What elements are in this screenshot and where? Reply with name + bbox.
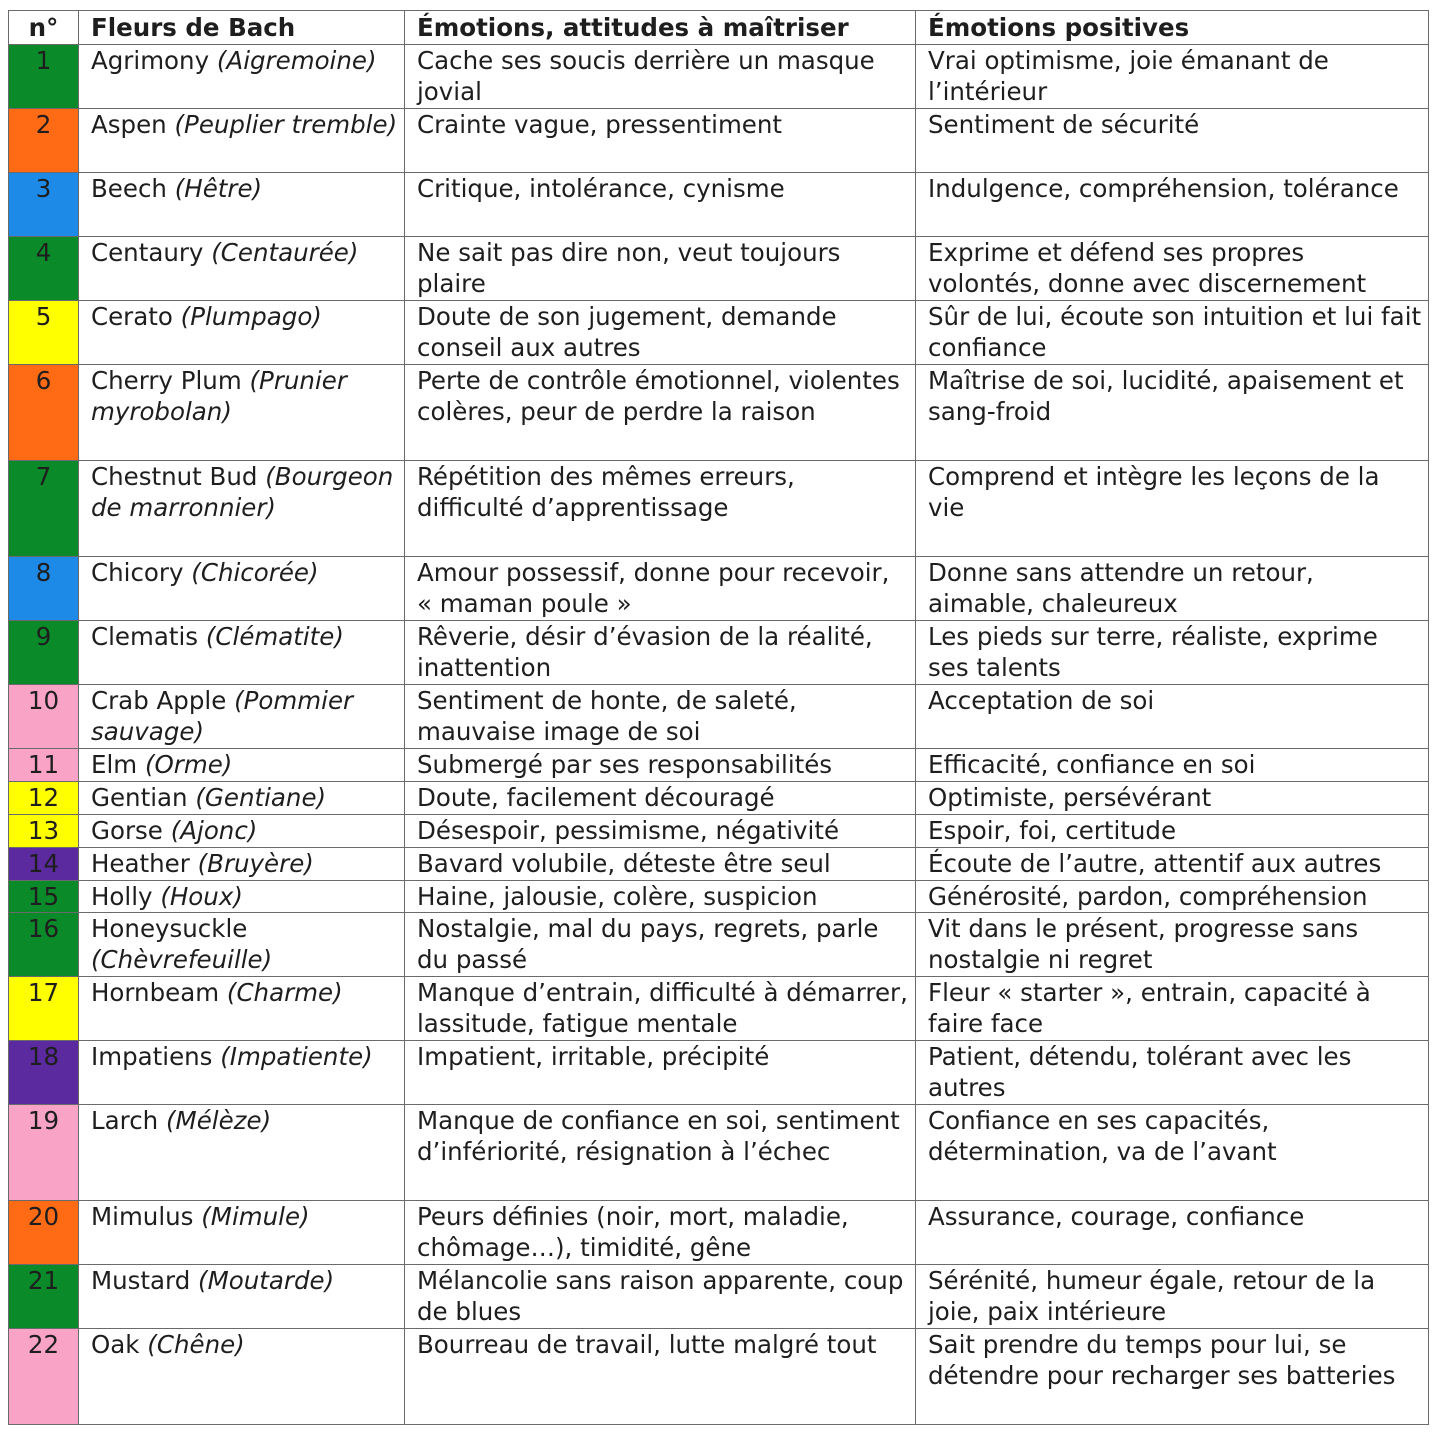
flower-name: Honeysuckle: [91, 914, 248, 943]
flower-name: Agrimony: [91, 46, 210, 75]
table-row: [9, 848, 1429, 881]
negative-emotions-cell: Ne sait pas dire non, veut toujours plaire: [405, 237, 916, 301]
negative-emotions-cell: Critique, intolérance, cynisme: [405, 173, 916, 237]
flower-name-cell: [79, 848, 405, 881]
positive-emotions-cell: Vit dans le présent, progresse sans nostalgie ni regret: [916, 913, 1429, 977]
positive-emotions-cell: Sait prendre du temps pour lui, se détendre pour recharger ses batteries: [916, 1329, 1429, 1425]
positive-emotions-cell: Acceptation de soi: [916, 685, 1429, 749]
flower-name-cell: [79, 1329, 405, 1425]
flower-name-cell: [79, 173, 405, 237]
flower-french-name: (Charme): [226, 978, 343, 1007]
flower-name-cell: [79, 301, 405, 365]
flower-name-cell: [79, 461, 405, 557]
row-number: 20: [9, 1201, 79, 1265]
flower-name: Larch: [91, 1106, 159, 1135]
row-number: 4: [9, 237, 79, 301]
flower-name-cell: [79, 977, 405, 1041]
table-row: [9, 913, 1429, 977]
header-negative-emotions: Émotions, attitudes à maîtriser: [405, 11, 916, 45]
flower-name: Beech: [91, 174, 167, 203]
table-row: [9, 461, 1429, 557]
row-number: 22: [9, 1329, 79, 1425]
flower-name-cell: [79, 1265, 405, 1329]
negative-emotions-cell: Manque de confiance en soi, sentiment d’infériorité, résignation à l’échec: [405, 1105, 916, 1201]
flower-french-name: (Prunier myrobolan): [91, 366, 347, 426]
header-row: [9, 11, 1429, 45]
flower-french-name: (Mélèze): [166, 1106, 272, 1135]
flower-french-name: (Pommier sauvage): [91, 686, 354, 746]
positive-emotions-cell: Indulgence, compréhension, tolérance: [916, 173, 1429, 237]
flower-name-cell: [79, 1105, 405, 1201]
positive-emotions-cell: Exprime et défend ses propres volontés, donne avec discernement: [916, 237, 1429, 301]
positive-emotions-cell: Sûr de lui, écoute son intuition et lui fait confiance: [916, 301, 1429, 365]
negative-emotions-cell: Bavard volubile, déteste être seul: [405, 848, 916, 881]
negative-emotions-cell: Nostalgie, mal du pays, regrets, parle du passé: [405, 913, 916, 977]
table-row: [9, 685, 1429, 749]
flower-name-cell: [79, 1041, 405, 1105]
negative-emotions-cell: Perte de contrôle émotionnel, violentes colères, peur de perdre la raison: [405, 365, 916, 461]
row-number: 10: [9, 685, 79, 749]
flower-french-name: (Moutarde): [198, 1266, 335, 1295]
flower-name: Heather: [91, 849, 190, 878]
flower-name-cell: [79, 685, 405, 749]
positive-emotions-cell: Fleur « starter », entrain, capacité à faire face: [916, 977, 1429, 1041]
flower-name: Cherry Plum: [91, 366, 242, 395]
row-number: 13: [9, 815, 79, 848]
negative-emotions-cell: Peurs définies (noir, mort, maladie, chômage…), timidité, gêne: [405, 1201, 916, 1265]
positive-emotions-cell: Sérénité, humeur égale, retour de la joie, paix intérieure: [916, 1265, 1429, 1329]
flower-name: Chicory: [91, 558, 184, 587]
negative-emotions-cell: Répétition des mêmes erreurs, difficulté d’apprentissage: [405, 461, 916, 557]
flower-french-name: (Orme): [144, 750, 233, 779]
negative-emotions-cell: Doute de son jugement, demande conseil aux autres: [405, 301, 916, 365]
flower-name: Elm: [91, 750, 138, 779]
positive-emotions-cell: Optimiste, persévérant: [916, 782, 1429, 815]
flower-french-name: (Chèvrefeuille): [91, 945, 273, 974]
header-flower: Fleurs de Bach: [79, 11, 405, 45]
negative-emotions-cell: Bourreau de travail, lutte malgré tout: [405, 1329, 916, 1425]
positive-emotions-cell: Patient, détendu, tolérant avec les autres: [916, 1041, 1429, 1105]
negative-emotions-cell: Mélancolie sans raison apparente, coup de blues: [405, 1265, 916, 1329]
flower-french-name: (Centaurée): [211, 238, 359, 267]
table-row: [9, 621, 1429, 685]
flower-name: Gentian: [91, 783, 188, 812]
row-number: 8: [9, 557, 79, 621]
flower-french-name: (Chêne): [147, 1330, 245, 1359]
table-row: [9, 301, 1429, 365]
positive-emotions-cell: Sentiment de sécurité: [916, 109, 1429, 173]
positive-emotions-cell: Générosité, pardon, compréhension: [916, 881, 1429, 913]
bach-flowers-table: [8, 10, 1429, 1425]
flower-french-name: (Houx): [160, 882, 243, 911]
flower-name-cell: [79, 237, 405, 301]
flower-name-cell: [79, 45, 405, 109]
header-number: n°: [9, 11, 79, 45]
row-number: 18: [9, 1041, 79, 1105]
flower-french-name: (Impatiente): [220, 1042, 373, 1071]
flower-name-cell: [79, 881, 405, 913]
flower-name-cell: [79, 621, 405, 685]
negative-emotions-cell: Manque d’entrain, difficulté à démarrer, lassitude, fatigue mentale: [405, 977, 916, 1041]
flower-french-name: (Chicorée): [191, 558, 319, 587]
flower-french-name: (Aigremoine): [216, 46, 377, 75]
flower-name: Impatiens: [91, 1042, 213, 1071]
row-number: 2: [9, 109, 79, 173]
negative-emotions-cell: Submergé par ses responsabilités: [405, 749, 916, 782]
flower-french-name: (Gentiane): [195, 783, 327, 812]
row-number: 17: [9, 977, 79, 1041]
table-row: [9, 977, 1429, 1041]
flower-name-cell: [79, 1201, 405, 1265]
negative-emotions-cell: Sentiment de honte, de saleté, mauvaise image de soi: [405, 685, 916, 749]
table-row: [9, 782, 1429, 815]
negative-emotions-cell: Amour possessif, donne pour recevoir, « maman poule »: [405, 557, 916, 621]
table-row: [9, 1329, 1429, 1425]
positive-emotions-cell: Donne sans attendre un retour, aimable, chaleureux: [916, 557, 1429, 621]
flower-name: Gorse: [91, 816, 163, 845]
flower-french-name: (Hêtre): [174, 174, 263, 203]
table-row: [9, 1201, 1429, 1265]
flower-name: Centaury: [91, 238, 204, 267]
table-row: [9, 173, 1429, 237]
positive-emotions-cell: Confiance en ses capacités, détermination, va de l’avant: [916, 1105, 1429, 1201]
flower-name: Mimulus: [91, 1202, 194, 1231]
row-number: 1: [9, 45, 79, 109]
flower-name-cell: [79, 109, 405, 173]
table-row: [9, 1105, 1429, 1201]
positive-emotions-cell: Espoir, foi, certitude: [916, 815, 1429, 848]
flower-name: Cerato: [91, 302, 173, 331]
table-row: [9, 45, 1429, 109]
flower-name: Crab Apple: [91, 686, 227, 715]
negative-emotions-cell: Rêverie, désir d’évasion de la réalité, inattention: [405, 621, 916, 685]
flower-french-name: (Bruyère): [197, 849, 314, 878]
negative-emotions-cell: Cache ses soucis derrière un masque jovial: [405, 45, 916, 109]
negative-emotions-cell: Doute, facilement découragé: [405, 782, 916, 815]
row-number: 12: [9, 782, 79, 815]
flower-french-name: (Mimule): [201, 1202, 310, 1231]
positive-emotions-cell: Maîtrise de soi, lucidité, apaisement et sang-froid: [916, 365, 1429, 461]
row-number: 5: [9, 301, 79, 365]
flower-name: Oak: [91, 1330, 140, 1359]
flower-name-cell: [79, 365, 405, 461]
flower-name: Hornbeam: [91, 978, 220, 1007]
row-number: 14: [9, 848, 79, 881]
row-number: 19: [9, 1105, 79, 1201]
flower-name-cell: [79, 913, 405, 977]
table-row: [9, 365, 1429, 461]
flower-french-name: (Plumpago): [180, 302, 322, 331]
flower-french-name: (Ajonc): [170, 816, 258, 845]
row-number: 15: [9, 881, 79, 913]
positive-emotions-cell: Les pieds sur terre, réaliste, exprime ses talents: [916, 621, 1429, 685]
flower-french-name: (Peuplier tremble): [174, 110, 398, 139]
flower-name-cell: [79, 782, 405, 815]
flower-name: Aspen: [91, 110, 167, 139]
table-row: [9, 749, 1429, 782]
row-number: 11: [9, 749, 79, 782]
table-body: [9, 45, 1429, 1425]
positive-emotions-cell: Vrai optimisme, joie émanant de l’intérieur: [916, 45, 1429, 109]
flower-name-cell: [79, 557, 405, 621]
row-number: 21: [9, 1265, 79, 1329]
flower-name-cell: [79, 815, 405, 848]
table-row: [9, 557, 1429, 621]
positive-emotions-cell: Écoute de l’autre, attentif aux autres: [916, 848, 1429, 881]
flower-name: Mustard: [91, 1266, 191, 1295]
positive-emotions-cell: Comprend et intègre les leçons de la vie: [916, 461, 1429, 557]
flower-name: Chestnut Bud: [91, 462, 258, 491]
flower-name: Holly: [91, 882, 153, 911]
row-number: 9: [9, 621, 79, 685]
table-row: [9, 881, 1429, 913]
table-row: [9, 237, 1429, 301]
table-row: [9, 1265, 1429, 1329]
positive-emotions-cell: Efficacité, confiance en soi: [916, 749, 1429, 782]
row-number: 7: [9, 461, 79, 557]
row-number: 16: [9, 913, 79, 977]
negative-emotions-cell: Désespoir, pessimisme, négativité: [405, 815, 916, 848]
negative-emotions-cell: Crainte vague, pressentiment: [405, 109, 916, 173]
positive-emotions-cell: Assurance, courage, confiance: [916, 1201, 1429, 1265]
flower-french-name: (Bourgeon de marronnier): [91, 462, 394, 522]
flower-french-name: (Clématite): [205, 622, 344, 651]
flower-name-cell: [79, 749, 405, 782]
flower-name: Clematis: [91, 622, 199, 651]
negative-emotions-cell: Impatient, irritable, précipité: [405, 1041, 916, 1105]
table-row: [9, 815, 1429, 848]
negative-emotions-cell: Haine, jalousie, colère, suspicion: [405, 881, 916, 913]
table-row: [9, 109, 1429, 173]
header-positive-emotions: Émotions positives: [916, 11, 1429, 45]
row-number: 6: [9, 365, 79, 461]
row-number: 3: [9, 173, 79, 237]
table-row: [9, 1041, 1429, 1105]
